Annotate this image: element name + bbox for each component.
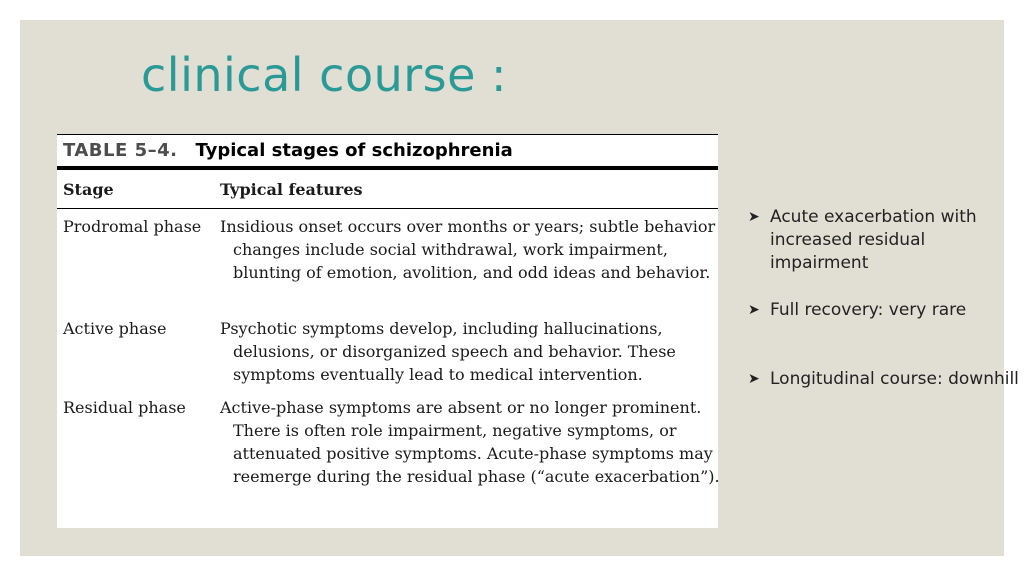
bullet-item [748, 299, 1024, 322]
table-row-stage: Prodromal phase [63, 217, 202, 236]
header-stage: Stage [63, 180, 114, 199]
table-caption [63, 140, 513, 161]
table-row-features: Active-phase symptoms are absent or no longer prominent. There is often role impairment, negative symptoms, or attenuated positive symptoms. Acute-phase symptoms may reemerge during the residual phase (“acute exacerbation”). [220, 398, 720, 486]
table-row-stage: Active phase [63, 319, 167, 338]
bullet-item [748, 206, 1024, 275]
arrow-bullet-icon: ➤ [748, 371, 760, 387]
table-row-features: Insidious onset occurs over months or years; subtle behavior changes include social withdrawal, work impairment, blunting of emotion, avolition, and odd ideas and behavior. [220, 217, 716, 282]
bullet-text: Acute exacerbation with increased residual impairment [770, 207, 977, 273]
table-top-rule [57, 134, 718, 135]
bullet-text: Longitudinal course: downhill [770, 369, 1019, 389]
bullet-text: Full recovery: very rare [770, 300, 967, 320]
table-header-rule [57, 208, 718, 209]
table-label: TABLE 5–4. [63, 140, 178, 161]
arrow-bullet-icon: ➤ [748, 209, 760, 225]
table-row-features: Psychotic symptoms develop, including hallucinations, delusions, or disorganized speech and behavior. These symptoms eventually lead to medical intervention. [220, 319, 676, 384]
table-caption-title: Typical stages of schizophrenia [195, 140, 513, 161]
bullet-item [748, 368, 1024, 391]
arrow-bullet-icon: ➤ [748, 302, 760, 318]
table-caption-rule [57, 166, 718, 170]
table-row-stage: Residual phase [63, 398, 186, 417]
stages-table [57, 134, 718, 528]
slide [20, 20, 1019, 556]
header-features: Typical features [220, 180, 363, 199]
slide-title: clinical course : [141, 48, 508, 102]
